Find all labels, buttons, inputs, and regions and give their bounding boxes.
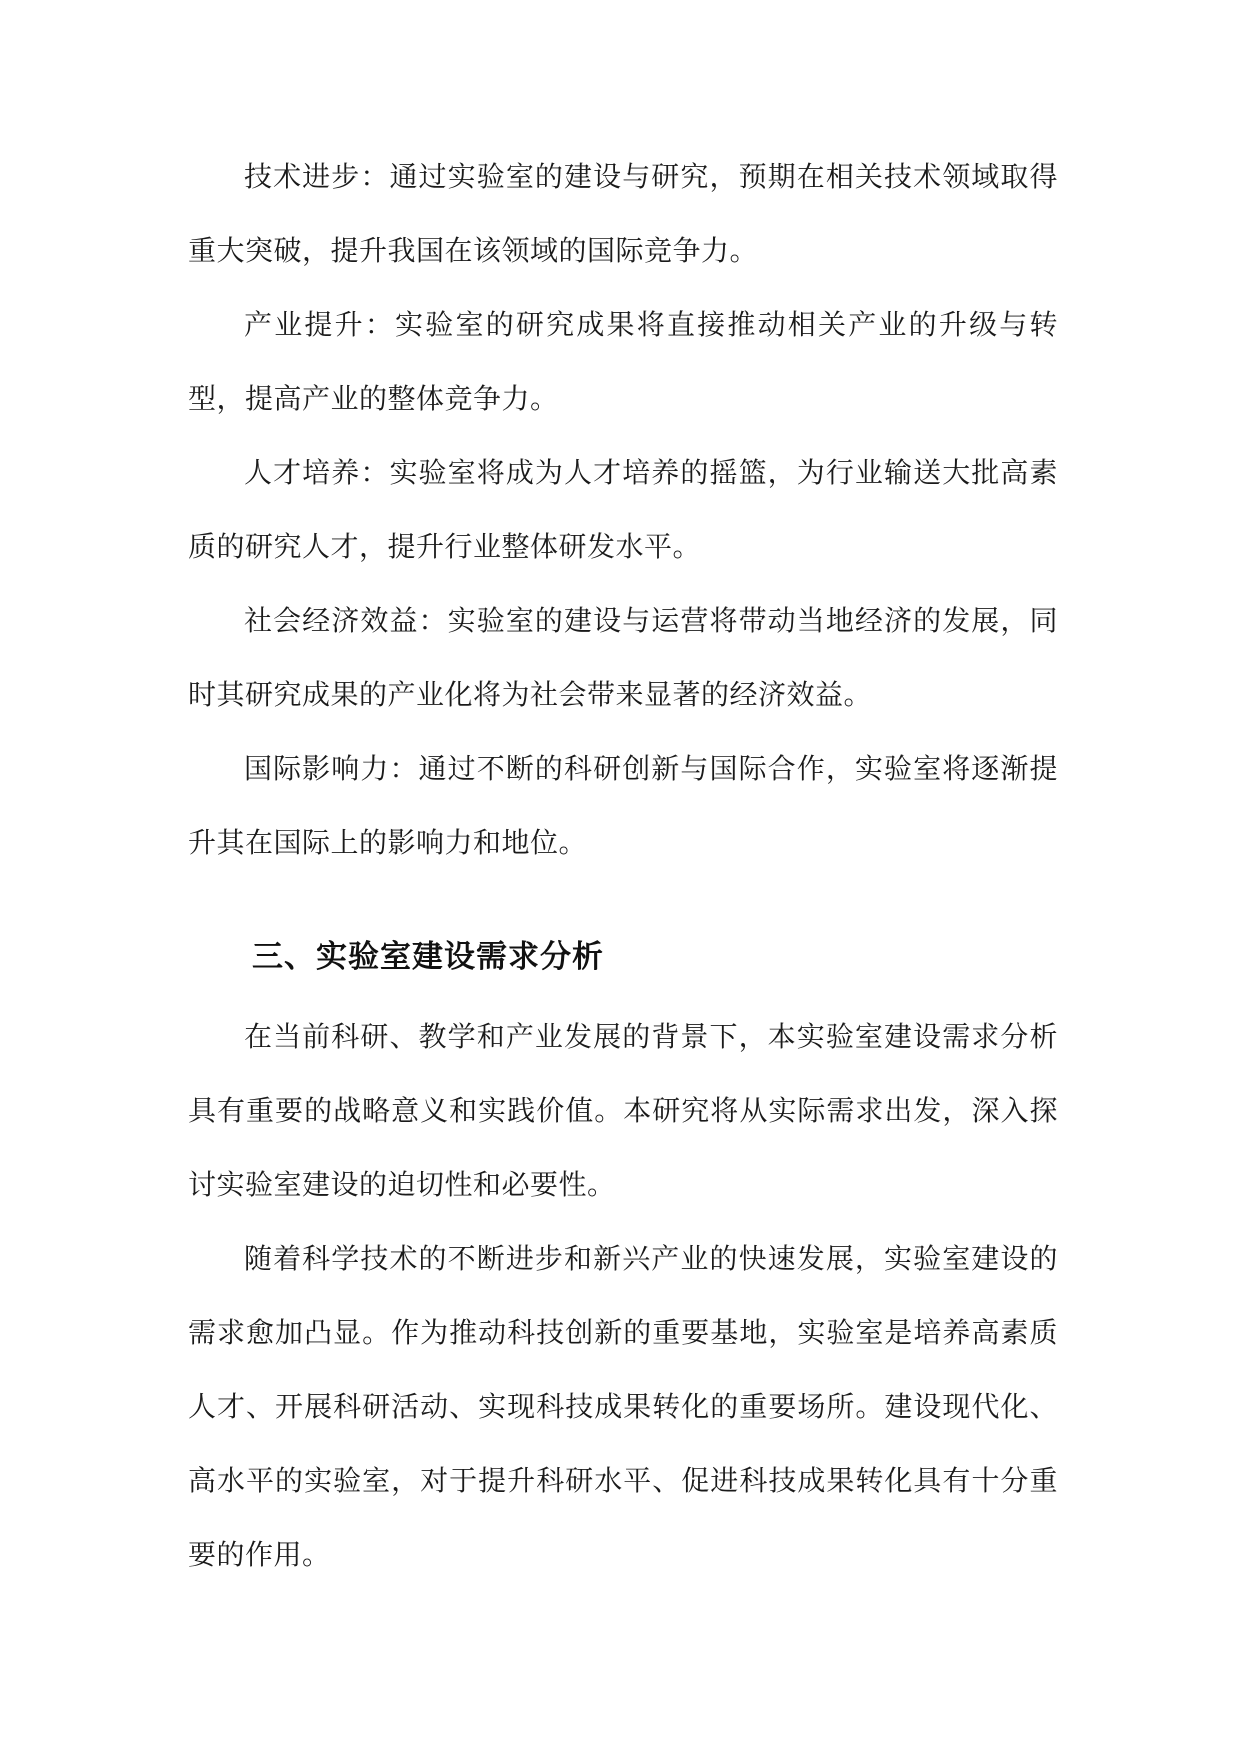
- section-heading: 三、实验室建设需求分析: [252, 939, 604, 975]
- paragraph-needs-intro: 在当前科研、教学和产业发展的背景下，本实验室建设需求分析具有重要的战略意义和实践价值。本研究将从实际需求出发，深入探讨实验室建设的迫切性和必要性。: [188, 1020, 1058, 1201]
- paragraph-international-influence: 国际影响力：通过不断的科研创新与国际合作，实验室将逐渐提升其在国际上的影响力和地位。: [188, 752, 1058, 859]
- paragraph-talent-cultivation: 人才培养：实验室将成为人才培养的摇篮，为行业输送大批高素质的研究人才，提升行业整体研发水平。: [188, 456, 1058, 563]
- document-body: [188, 140, 1058, 1592]
- paragraph-tech-progress: 技术进步：通过实验室的建设与研究，预期在相关技术领域取得重大突破，提升我国在该领域的国际竞争力。: [188, 160, 1058, 267]
- paragraph-socioeconomic-benefit: 社会经济效益：实验室的建设与运营将带动当地经济的发展，同时其研究成果的产业化将为社会带来显著的经济效益。: [188, 604, 1058, 711]
- paragraph-needs-background: 随着科学技术的不断进步和新兴产业的快速发展，实验室建设的需求愈加凸显。作为推动科技创新的重要基地，实验室是培养高素质人才、开展科研活动、实现科技成果转化的重要场所。建设现代化、高水平的实验室，对于提升科研水平、促进科技成果转化具有十分重要的作用。: [188, 1242, 1058, 1571]
- paragraph-industry-upgrade: 产业提升：实验室的研究成果将直接推动相关产业的升级与转型，提高产业的整体竞争力。: [188, 308, 1058, 415]
